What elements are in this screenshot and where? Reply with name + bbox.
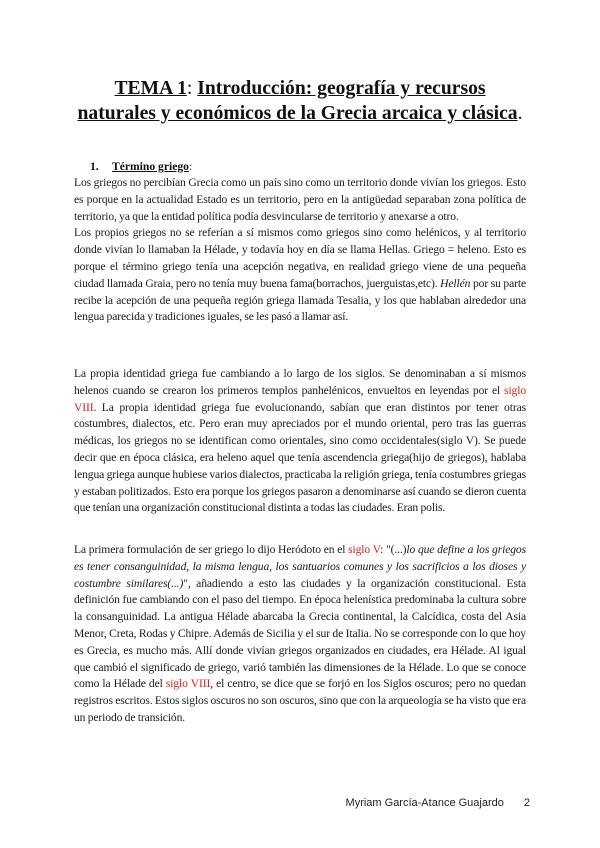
paragraph-4-highlight-2: siglo VIII — [165, 677, 211, 691]
paragraph-2-italic: Hellén — [440, 276, 471, 290]
page-number: 2 — [523, 797, 530, 809]
title-separator: : — [186, 78, 198, 99]
page-title — [74, 76, 526, 126]
paragraph-3-highlight: siglo VIII — [74, 383, 526, 414]
title-tema: TEMA 1 — [114, 78, 187, 99]
body-block-3 — [74, 542, 526, 727]
footer-author: Myriam García-Atance Guajardo — [345, 797, 504, 809]
body-block-1 — [74, 175, 526, 326]
paragraph-1: Los griegos no percibían Grecia como un país sino como un territorio donde vivían los griegos. Esto es porque en la actualidad Estado es un territorio, pero en la antigüedad separaban zona política de territorio, ya que la entidad política podía desvincularse de territorio y anexarse a otro. — [74, 176, 526, 223]
title-end: . — [517, 103, 523, 124]
paragraph-4-text-a: La primera formulación de ser griego lo dijo Heródoto en el — [74, 543, 349, 556]
section-heading — [90, 160, 192, 174]
paragraph-2-text-a: Los propios griegos no se referían a sí mismos como griegos sino como helénicos, y al territorio donde vivían lo llamaban la Hélade, y todavía hoy en día se llama Hellas. Griego = heleno. Esto es porque el término griego tenía una acepción negativa, en realidad griego viene de una pequeña ciudad llamada Graia, pero no tenía muy buena fama(borrachos, juerguistas,etc). — [74, 226, 526, 290]
paragraph-2-text-b: por su parte recibe la acepción de una pequeña región griega llamada Tesalia, y los que hablaban alrededor una lengua parecida y tradiciones iguales, se les pasó a llamar así. — [74, 276, 526, 324]
paragraph-4-quote: lo que define a los griegos es tener consanguinidad, la misma lengua, los santuarios comunes y los sacrificios a los dioses y costumbre similares(...) — [74, 543, 526, 590]
paragraph-3-text-a: La propia identidad griega fue cambiando a lo largo de los siglos. Se denominaban a sí mismos helenos cuando se crearon los primeros templos panhelénicos, envueltos en leyendas por el — [74, 367, 526, 397]
section-number: 1. — [90, 160, 99, 173]
page-footer — [346, 797, 530, 809]
paragraph-4-text-b: : "(...) — [380, 543, 407, 556]
section-label: Término griego — [112, 160, 189, 173]
section-colon: : — [188, 160, 193, 173]
paragraph-3-text-b: . La propia identidad griega fue evolucionando, sabían que eran distintos por tener otras costumbres, dialectos, etc. Pero eran muy apreciados por el mundo oriental, pero tras las guerras médicas, los griegos no se identifican como orientales, sino como occidentales(siglo V). Se puede decir que en época clásica, era heleno aquel que tenía ascendencia griega(hijo de griegos), hablaba lengua griega aunque hubiese varios dialectos, practicaba la religión griega, tenía costumbres griegas y estaban politizados. Esto era porque los griegos pasaron a denominarse así cuando se dieron cuenta que tenían una organización constitucional distinta a todas las ciudades. Eran polis. — [74, 400, 526, 515]
body-block-2 — [74, 366, 526, 517]
title-main: Introducción: geografía y recursos naturales y económicos de la Grecia arcaica y clásica — [77, 78, 518, 124]
paragraph-3 — [74, 366, 526, 517]
paragraph-4 — [74, 542, 526, 727]
paragraph-2 — [74, 225, 526, 326]
paragraph-4-text-d: , el centro, se dice que se forjó en los Siglos oscuros; pero no quedan registros escritos. Estos siglos oscuros no son oscuros, sino que con la arqueología se ha visto que era un periodo de transición. — [74, 677, 526, 724]
paragraph-4-text-c: ", añadiendo a esto las ciudades y la organización constitucional. Esta definición fue cambiando con el paso del tiempo. En época helenística predominaba la cultura sobre la consanguinidad. La antigua Hélade abarcaba la Grecia continental, la Calcídica, costa del Asia Menor, Creta, Rodas y Chipre. Además de Sicilia y el sur de Italia. No se corresponde con lo que hoy es Grecia, es mucho más. Allí donde vivían griegos organizados en ciudades, era Hélade. Al igual que cambió el significado de griego, varió también las dimensiones de la Hélade. Lo que se conoce como la Hélade del — [74, 576, 526, 691]
paragraph-4-highlight-1: siglo V — [348, 543, 381, 556]
